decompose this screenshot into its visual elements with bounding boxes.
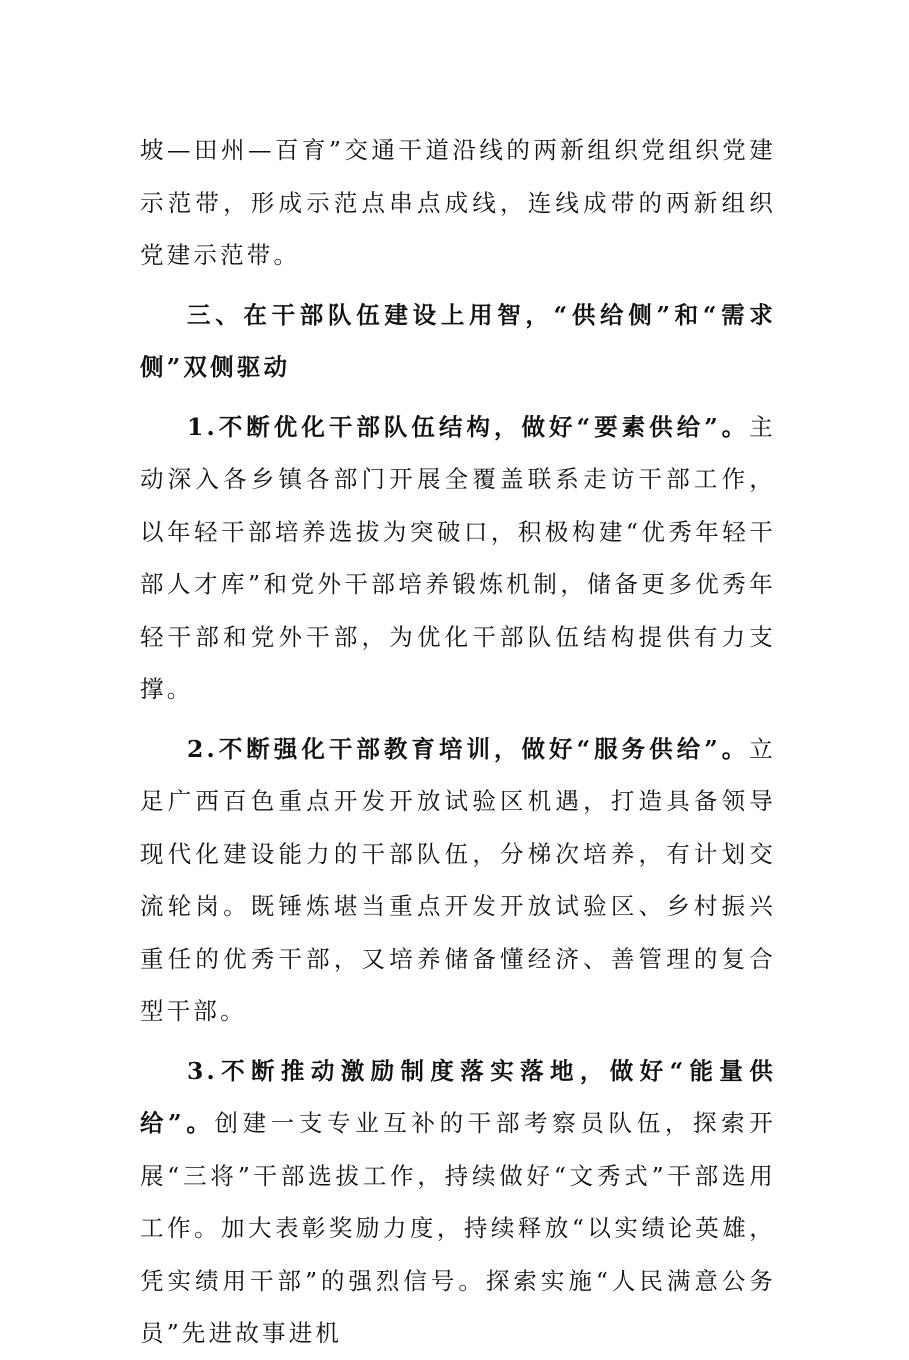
paragraph-text: 坡—田州—百育”交通干道沿线的两新组织党组织党建示范带，形成示范点串点成线，连线成带的两新组织党建示范带。 xyxy=(140,136,776,269)
document-body xyxy=(140,124,776,1360)
paragraph-item-1 xyxy=(140,401,776,716)
section-heading-3 xyxy=(140,289,776,394)
paragraph-lead: 2.不断强化干部教育培训，做好“服务供给”。 xyxy=(187,734,750,763)
paragraph-item-3 xyxy=(140,1045,776,1360)
paragraph-lead: 1.不断优化干部队伍结构，做好“要素供给”。 xyxy=(187,412,750,441)
paragraph-item-2 xyxy=(140,723,776,1038)
paragraph-text: 创建一支专业互补的干部考察员队伍，探索开展“三将”干部选拔工作，持续做好“文秀式”干部选用工作。加大表彰奖励力度，持续释放“以实绩论英雄，凭实绩用干部”的强烈信号。探索实施“人民满意公务员”先进故事进机 xyxy=(140,1109,776,1347)
section-heading-text: 三、在干部队伍建设上用智，“供给侧”和“需求侧”双侧驱动 xyxy=(140,300,776,381)
paragraph-text: 主动深入各乡镇各部门开展全覆盖联系走访干部工作，以年轻干部培养选拔为突破口，积极构建“优秀年轻干部人才库”和党外干部培养锻炼机制，储备更多优秀年轻干部和党外干部，为优化干部队伍结构提供有力支撑。 xyxy=(140,412,776,703)
paragraph-lead: 3.不断推动激励制度落实落地，做好“能量供给”。 xyxy=(140,1056,776,1137)
paragraph-text: 立足广西百色重点开发开放试验区机遇，打造具备领导现代化建设能力的干部队伍，分梯次培养，有计划交流轮岗。既锤炼堪当重点开发开放试验区、乡村振兴重任的优秀干部，又培养储备懂经济、善管理的复合型干部。 xyxy=(140,734,776,1025)
paragraph-continuation xyxy=(140,124,776,282)
